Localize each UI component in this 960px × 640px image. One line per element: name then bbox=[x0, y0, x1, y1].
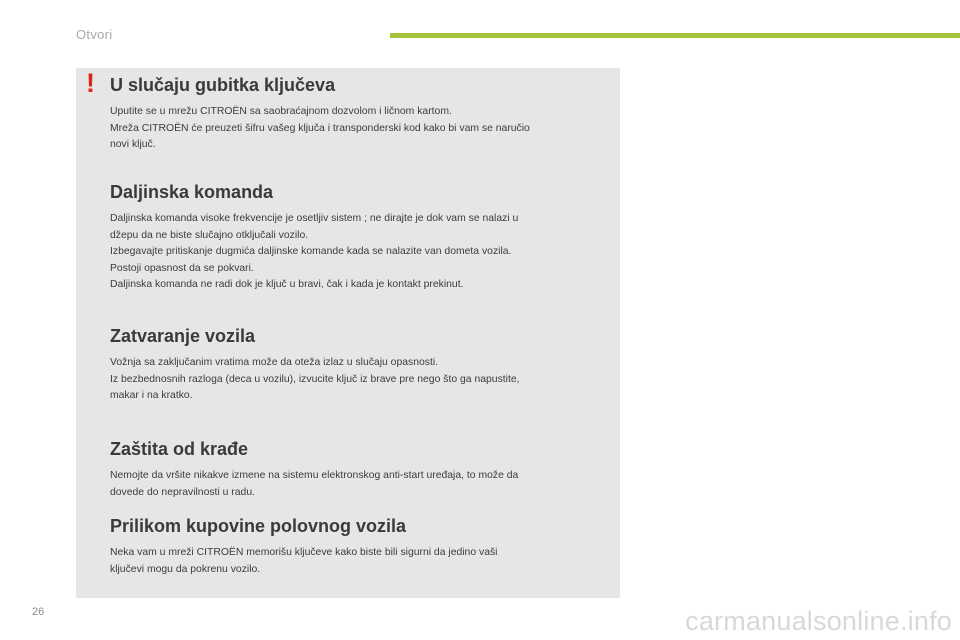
section-used-vehicle bbox=[110, 515, 605, 578]
section-title: Zaštita od krađe bbox=[110, 439, 249, 459]
section-body: Vožnja sa zaključanim vratima može da oteža izlaz u slučaju opasnosti. Iz bezbednosnih razloga (deca u vozilu), izvucite ključ iz brave pre nego što ga napustite, makar i na kratko. bbox=[110, 357, 520, 401]
section-body: Daljinska komanda visoke frekvencije je osetljiv sistem ; ne dirajte je dok vam se nalazi u džepu da ne biste slučajno otključali vozilo. Izbegavajte pritiskanje dugmića daljinske komande kada se nalazite van dometa vozila. Postoji opasnost da se pokvari. Daljinska komanda ne radi dok je ključ u bravi, čak i kada je kontakt prekinut. bbox=[110, 213, 519, 290]
section-lost-keys bbox=[110, 74, 605, 154]
section-title: Zatvaranje vozila bbox=[110, 326, 256, 346]
section-body: Neka vam u mreži CITROËN memorišu ključeve kako biste bili sigurni da jedino vaši ključevi mogu da pokrenu vozilo. bbox=[110, 547, 498, 575]
section-anti-theft bbox=[110, 438, 605, 501]
section-title: U slučaju gubitka ključeva bbox=[110, 75, 336, 95]
exclamation-icon: ! bbox=[86, 68, 95, 98]
section-title: Daljinska komanda bbox=[110, 182, 274, 202]
section-remote-control bbox=[110, 181, 605, 294]
watermark: carmanualsonline.info bbox=[685, 606, 952, 636]
page-number: 26 bbox=[32, 606, 45, 618]
page-header-title: Otvori bbox=[76, 27, 113, 42]
section-title: Prilikom kupovine polovnog vozila bbox=[110, 516, 407, 536]
header-accent-bar bbox=[390, 33, 960, 38]
section-locking-vehicle bbox=[110, 325, 605, 405]
section-body: Nemojte da vršite nikakve izmene na sistemu elektronskog anti-start uređaja, to može da dovede do nepravilnosti u radu. bbox=[110, 470, 519, 498]
section-body: Uputite se u mrežu CITROËN sa saobraćajnom dozvolom i ličnom kartom. Mreža CITROËN će preuzeti šifru vašeg ključa i transponderski kod kako bi vam se naručio novi ključ. bbox=[110, 106, 530, 150]
